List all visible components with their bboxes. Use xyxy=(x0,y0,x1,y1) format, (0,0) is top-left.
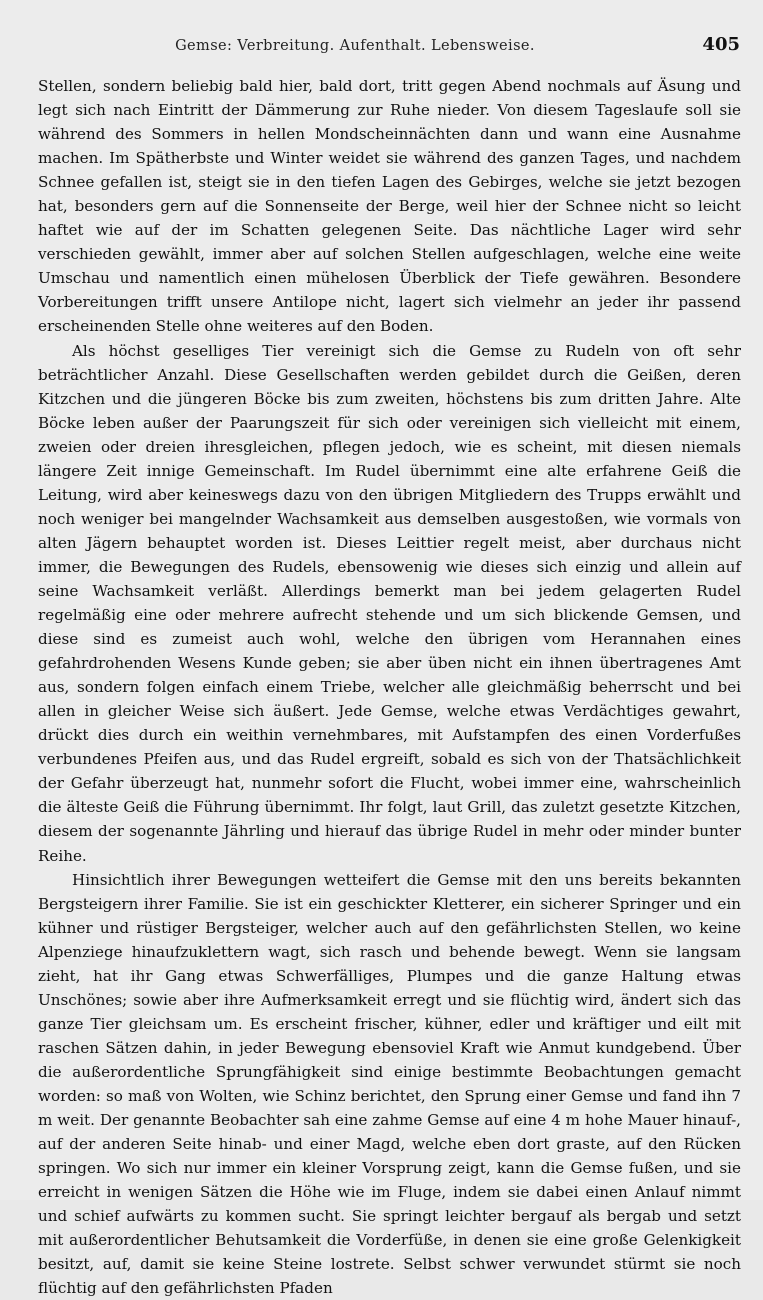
paragraph-social-behavior: Als höchst geselliges Tier vereinigt sich die Gemse zu Rudeln von oft sehr beträchtlicher Anzahl. Diese Gesellschaften werden gebildet durch die Geißen, deren Kitzchen und die jüngeren Böcke bis zum zweiten, höchstens bis zum dritten Jahre. Alte Böcke leben außer der Paarungszeit für sich oder vereinigen sich vielleicht mit einem, zweien oder dreien ihresgleichen, pflegen jedoch, wie es scheint, mit diesen niemals längere Zeit innige Gemeinschaft. Im Rudel übernimmt eine alte erfahrene Geiß die Leitung, wird aber keineswegs dazu von den übrigen Mitgliedern des Trupps erwählt und noch weniger bei mangelnder Wachsamkeit aus demselben ausgestoßen, wie vormals von alten Jägern behauptet worden ist. Dieses Leittier regelt meist, aber durchaus nicht immer, die Bewegungen des Rudels, ebensowenig wie dieses sich einzig und allein auf seine Wachsamkeit verläßt. Allerdings bemerkt man bei jedem gelagerten Rudel regelmäßig eine oder mehrere aufrecht stehende und um sich blickende Gemsen, und diese sind es zumeist auch wohl, welche den übrigen vom Herannahen eines gefahrdrohenden Wesens Kunde geben; sie aber üben nicht ein ihnen übertragenes Amt aus, sondern folgen einfach einem Triebe, welcher alle gleichmäßig beherrscht und bei allen in gleicher Weise sich äußert. Jede Gemse, welche etwas Verdächtiges gewahrt, drückt dies durch ein weithin vernehmbares, mit Aufstampfen des einen Vorderfußes verbundenes Pfeifen aus, und das Rudel ergreift, sobald es sich von der Thatsächlichkeit der Gefahr überzeugt hat, nunmehr sofort die Flucht, wobei immer eine, wahrscheinlich die älteste Geiß die Führung übernimmt. Ihr folgt, laut Grill, das zuletzt gesetzte Kitzchen, diesem der sogenannte Jährling und hierauf das übrige Rudel in mehr oder minder bunter Reihe. xyxy=(38,341,741,865)
paragraph-continuation: Stellen, sondern beliebig bald hier, bald dort, tritt gegen Abend nochmals auf Äsung und legt sich nach Eintritt der Dämmerung zur Ruhe nieder. Von diesem Tageslaufe soll sie während des Sommers in hellen Mondscheinnächten dann und wann eine Ausnahme machen. Im Spätherbste und Winter weidet sie während des ganzen Tages, und nachdem Schnee gefallen ist, steigt sie in den tiefen Lagen des Gebirges, welche sie jetzt bezogen hat, besonders gern auf die Sonnenseite der Berge, weil hier der Schnee nicht so leicht haftet wie auf der im Schatten gelegenen Seite. Das nächtliche Lager wird sehr verschieden gewählt, immer aber auf solchen Stellen aufgeschlagen, welche eine weite Umschau und namentlich einen mühelosen Überblick der Tiefe gewähren. Besondere Vorbereitungen trifft unsere Antilope nicht, lagert sich vielmehr an jeder ihr passend erscheinenden Stelle ohne weiteres auf den Boden. xyxy=(38,77,741,336)
page-number: 405 xyxy=(702,34,740,55)
running-head: Gemse: Verbreitung. Aufenthalt. Lebensweise. xyxy=(175,38,535,54)
body-text xyxy=(38,74,741,1300)
paragraph-locomotion: Hinsichtlich ihrer Bewegungen wetteifert die Gemse mit den uns bereits bekannten Bergsteigern ihrer Familie. Sie ist ein geschickter Kletterer, ein sicherer Springer und ein kühner und rüstiger Bergsteiger, welcher auch auf den gefährlichsten Stellen, wo keine Alpenziege hinaufzuklettern wagt, sich rasch und behende bewegt. Wenn sie langsam zieht, hat ihr Gang etwas Schwerfälliges, Plumpes und die ganze Haltung etwas Unschönes; sowie aber ihre Aufmerksamkeit erregt und sie flüchtig wird, ändert sich das ganze Tier gleichsam um. Es erscheint frischer, kühner, edler und kräftiger und eilt mit raschen Sätzen dahin, in jeder Bewegung ebensoviel Kraft wie Anmut kundgebend. Über die außerordentliche Sprungfähigkeit sind einige bestimmte Beobachtungen gemacht worden: so maß von Wolten, wie Schinz berichtet, den Sprung einer Gemse und fand ihn 7 m weit. Der genannte Beobachter sah eine zahme Gemse auf eine 4 m hohe Mauer hinauf-, auf der anderen Seite hinab- und einer Magd, welche eben dort graste, auf den Rücken springen. Wo sich nur immer ein kleiner Vorsprung zeigt, kann die Gemse fußen, und sie erreicht in wenigen Sätzen die Höhe wie im Fluge, indem sie dabei einen Anlauf nimmt und schief aufwärts zu kommen sucht. Sie springt leichter bergauf als bergab und setzt mit außerordentlicher Behutsamkeit die Vorderfüße, in denen sie eine große Gelenkigkeit besitzt, auf, damit sie keine Steine lostrete. Selbst schwer verwundet stürmt sie noch flüchtig auf den gefährlichsten Pfaden xyxy=(38,870,741,1298)
page-header xyxy=(40,34,740,60)
